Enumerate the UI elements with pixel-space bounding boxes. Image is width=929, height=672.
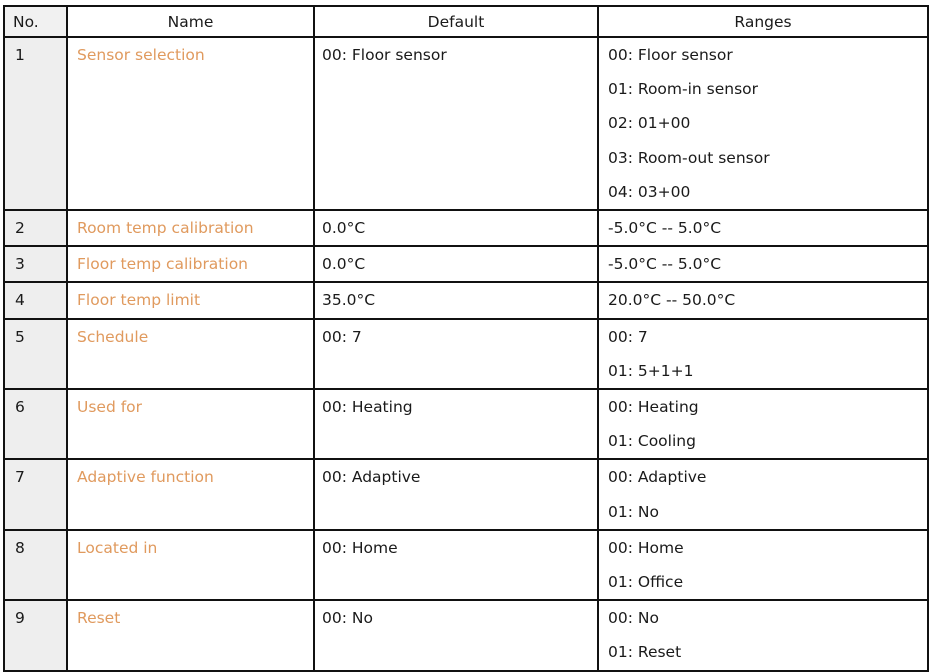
column-header-ranges: Ranges	[598, 6, 928, 37]
row-number: 4	[15, 291, 25, 310]
default-value-cell	[314, 210, 598, 246]
parameter-name: Used for	[77, 398, 143, 417]
range-option: 00: Adaptive	[608, 468, 707, 487]
default-value-cell	[314, 530, 598, 600]
range-option: 01: Cooling	[608, 432, 696, 451]
parameter-name-cell	[67, 282, 314, 318]
parameter-name-cell	[67, 37, 314, 210]
parameter-name: Reset	[77, 609, 121, 628]
parameter-name: Floor temp calibration	[77, 255, 248, 274]
default-value: 00: No	[322, 609, 373, 628]
default-value-cell	[314, 319, 598, 389]
table-body	[4, 37, 928, 671]
parameter-name: Adaptive function	[77, 468, 214, 487]
ranges-cell	[598, 319, 928, 389]
row-number-cell	[4, 389, 67, 459]
default-value-cell	[314, 600, 598, 670]
row-number: 9	[15, 609, 25, 628]
range-option: -5.0°C -- 5.0°C	[608, 255, 722, 274]
default-value: 00: 7	[322, 327, 362, 346]
range-option: 02: 01+00	[608, 114, 691, 133]
parameter-name-cell	[67, 530, 314, 600]
default-value: 00: Floor sensor	[322, 46, 447, 64]
row-number: 5	[15, 327, 25, 346]
table-row	[4, 210, 928, 246]
ranges-cell	[598, 600, 928, 670]
parameter-table	[3, 5, 929, 672]
parameter-name-cell	[67, 246, 314, 282]
default-value: 00: Heating	[322, 398, 413, 417]
range-option: 00: 7	[608, 327, 648, 346]
row-number-cell	[4, 459, 67, 529]
range-option: 01: Reset	[608, 643, 682, 662]
range-option: 01: Room-in sensor	[608, 80, 759, 99]
default-value: 00: Home	[322, 538, 398, 557]
table-row	[4, 600, 928, 670]
row-number: 2	[15, 219, 25, 238]
default-value-cell	[314, 389, 598, 459]
ranges-cell	[598, 530, 928, 600]
parameter-name-cell	[67, 319, 314, 389]
parameter-name: Located in	[77, 538, 158, 557]
default-value-cell	[314, 37, 598, 210]
column-header-no: No.	[4, 6, 67, 37]
range-option: 03: Room-out sensor	[608, 148, 770, 167]
parameter-name-cell	[67, 389, 314, 459]
range-option: 00: Heating	[608, 398, 699, 417]
default-value-cell	[314, 459, 598, 529]
parameter-name: Floor temp limit	[77, 291, 201, 310]
ranges-cell	[598, 246, 928, 282]
row-number-cell	[4, 530, 67, 600]
ranges-cell	[598, 282, 928, 318]
range-option: 00: Home	[608, 538, 684, 557]
parameter-name: Room temp calibration	[77, 219, 254, 238]
row-number-cell	[4, 210, 67, 246]
range-option: 04: 03+00	[608, 182, 691, 201]
table-header-row	[4, 6, 928, 37]
table-row	[4, 319, 928, 389]
parameter-name-cell	[67, 210, 314, 246]
table-row	[4, 246, 928, 282]
range-option: 01: No	[608, 502, 659, 521]
range-option: 01: Office	[608, 573, 684, 592]
ranges-cell	[598, 210, 928, 246]
row-number: 7	[15, 468, 25, 487]
row-number-cell	[4, 37, 67, 210]
default-value: 00: Adaptive	[322, 468, 421, 487]
ranges-cell	[598, 459, 928, 529]
range-option: 00: Floor sensor	[608, 46, 733, 64]
default-value: 35.0°C	[322, 291, 376, 310]
row-number: 8	[15, 538, 25, 557]
column-header-default: Default	[314, 6, 598, 37]
parameter-name-cell	[67, 459, 314, 529]
parameter-name-cell	[67, 600, 314, 670]
range-option: 01: 5+1+1	[608, 361, 694, 380]
default-value: 0.0°C	[322, 255, 366, 274]
range-option: 20.0°C -- 50.0°C	[608, 291, 736, 310]
parameter-name: Schedule	[77, 327, 149, 346]
table-row	[4, 282, 928, 318]
range-option: 00: No	[608, 609, 659, 628]
table-row	[4, 459, 928, 529]
default-value: 0.0°C	[322, 219, 366, 238]
range-option: -5.0°C -- 5.0°C	[608, 219, 722, 238]
row-number-cell	[4, 282, 67, 318]
ranges-cell	[598, 37, 928, 210]
default-value-cell	[314, 282, 598, 318]
column-header-name: Name	[67, 6, 314, 37]
table-header	[4, 6, 928, 37]
parameter-name: Sensor selection	[77, 46, 205, 64]
row-number-cell	[4, 246, 67, 282]
table-row	[4, 530, 928, 600]
row-number: 6	[15, 398, 25, 417]
table-row	[4, 37, 928, 210]
table-row	[4, 389, 928, 459]
default-value-cell	[314, 246, 598, 282]
row-number: 3	[15, 255, 25, 274]
row-number: 1	[15, 46, 25, 64]
row-number-cell	[4, 600, 67, 670]
row-number-cell	[4, 319, 67, 389]
ranges-cell	[598, 389, 928, 459]
